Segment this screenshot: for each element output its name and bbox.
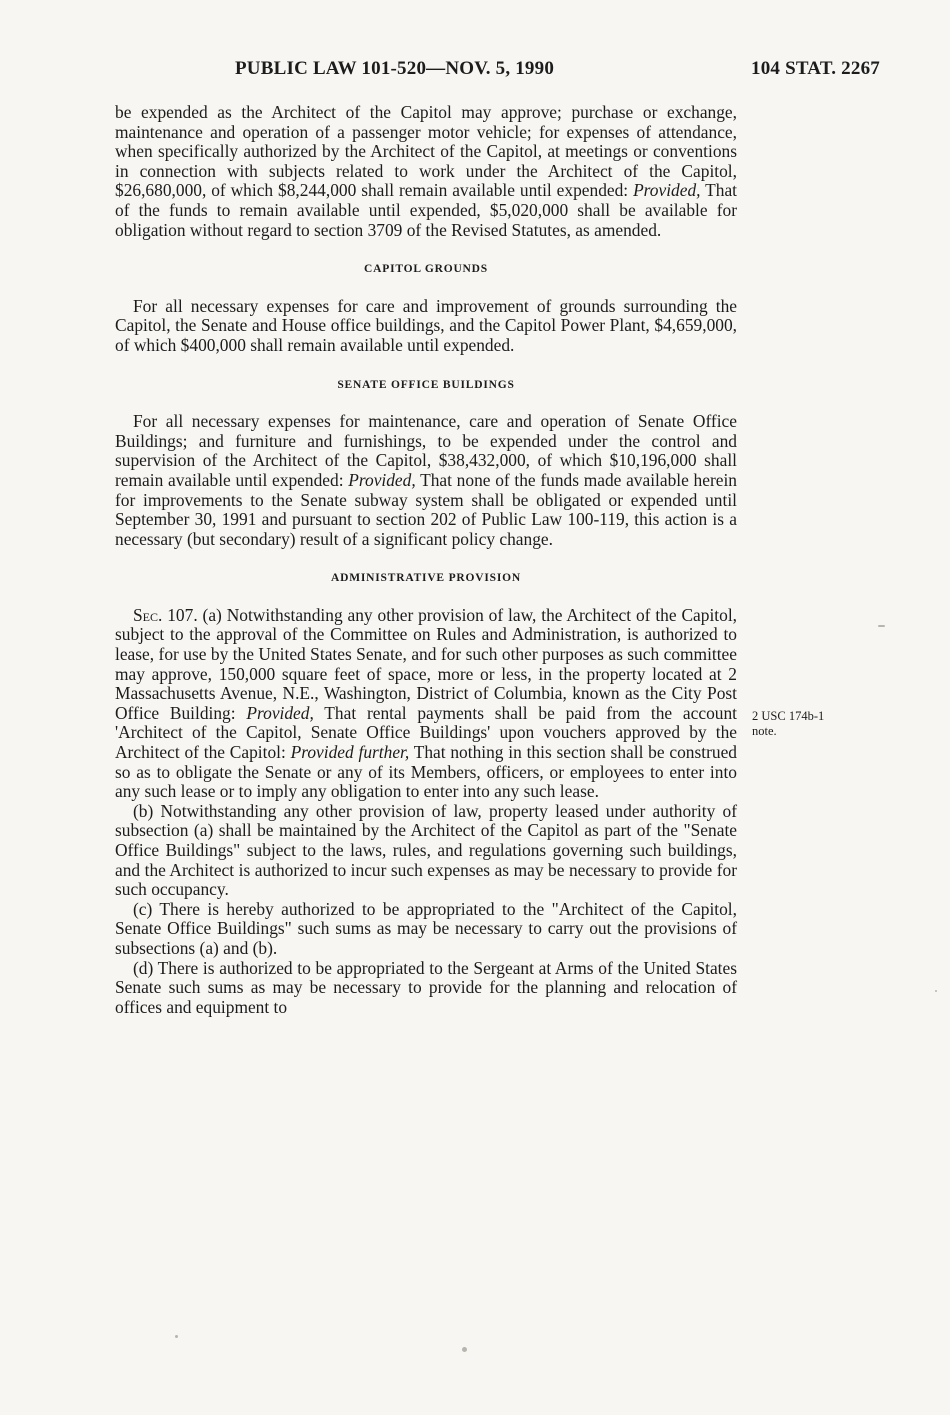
scan-speck	[175, 1335, 178, 1338]
capitol-grounds-paragraph: For all necessary expenses for care and improvement of grounds surrounding the Capitol, the Senate and House office buildings, and the Capitol Power Plant, $4,659,000, of which $400,000 shall remain available until expended.	[115, 295, 737, 355]
section-107-subsection-b: (b) Notwithstanding any other provision of law, property leased under authority of subsection (a) shall be maintained by the Architect of the Capitol as part of the "Senate Office Buildings" subject to the laws, rules, and regulations governing such buildings, and the Architect is authorized to incur such expenses as may be necessary to provide for such occupancy.	[115, 800, 737, 900]
margin-citation-note	[752, 709, 882, 739]
section-107-subsection-a: Sec. 107. (a) Notwithstanding any other provision of law, the Architect of the Capitol, subject to the approval of the Committee on Rules and Administration, is authorized to lease, for use by the United States Senate, and for such other purposes as such committee may approve, 150,000 square feet of space, more or less, in the property located at 2 Massachusetts Avenue, N.E., Washington, District of Columbia, known as the City Post Office Building: Provided, That rental payments shall be paid from the account 'Architect of the Capitol, Senate Office Buildings' upon vouchers approved by the Architect of the Capitol: Provided further, That nothing in this section shall be construed so as to obligate the Senate or any of its Members, officers, or employees to enter into any such lease or to imply any obligation to enter into any such lease.	[115, 604, 737, 802]
margin-note-citation: 2 USC 174b-1	[752, 709, 825, 723]
section-heading-capitol-grounds: CAPITOL GROUNDS	[364, 263, 488, 276]
section-heading-administrative-provision: ADMINISTRATIVE PROVISION	[331, 572, 521, 585]
margin-note-label: note.	[752, 724, 777, 738]
page-title: PUBLIC LAW 101-520—NOV. 5, 1990	[235, 58, 555, 79]
page-body	[115, 103, 737, 1017]
continued-paragraph: be expended as the Architect of the Capitol may approve; purchase or exchange, maintenance and operation of a passenger motor vehicle; for expenses of attendance, when specifically authorized by the Architect of the Capitol, at meetings or conventions in connection with subjects related to work under the Architect of the Capitol, $26,680,000, of which $8,244,000 shall remain available until expended: Provided, That of the funds to remain available until expended, $5,020,000 shall be available for obligation without regard to section 3709 of the Revised Statutes, as amended.	[115, 102, 737, 240]
senate-office-buildings-paragraph: For all necessary expenses for maintenance, care and operation of Senate Office Buildings; and furniture and furnishings, to be expended under the control and supervision of the Architect of the Capitol, $38,432,000, of which $10,196,000 shall remain available until expended: Provided, That none of the funds made available herein for improvements to the Senate subway system shall be obligated or expended until September 30, 1991 and pursuant to section 202 of Public Law 100-119, this action is a necessary (but secondary) result of a significant policy change.	[115, 411, 737, 549]
scan-speck	[462, 1347, 467, 1352]
scan-speck	[878, 625, 885, 627]
section-107-subsection-c: (c) There is hereby authorized to be appropriated to the "Architect of the Capitol, Senate Office Buildings" such sums as may be necessary to carry out the provisions of subsections (a) and (b).	[115, 898, 737, 958]
statute-page-number: 104 STAT. 2267	[751, 58, 880, 79]
scan-speck	[935, 990, 937, 992]
section-heading-senate-office-buildings: SENATE OFFICE BUILDINGS	[337, 378, 515, 391]
section-107-subsection-d: (d) There is authorized to be appropriated to the Sergeant at Arms of the United States Senate such sums as may be necessary to provide for the planning and relocation of offices and equipment to	[115, 957, 737, 1017]
